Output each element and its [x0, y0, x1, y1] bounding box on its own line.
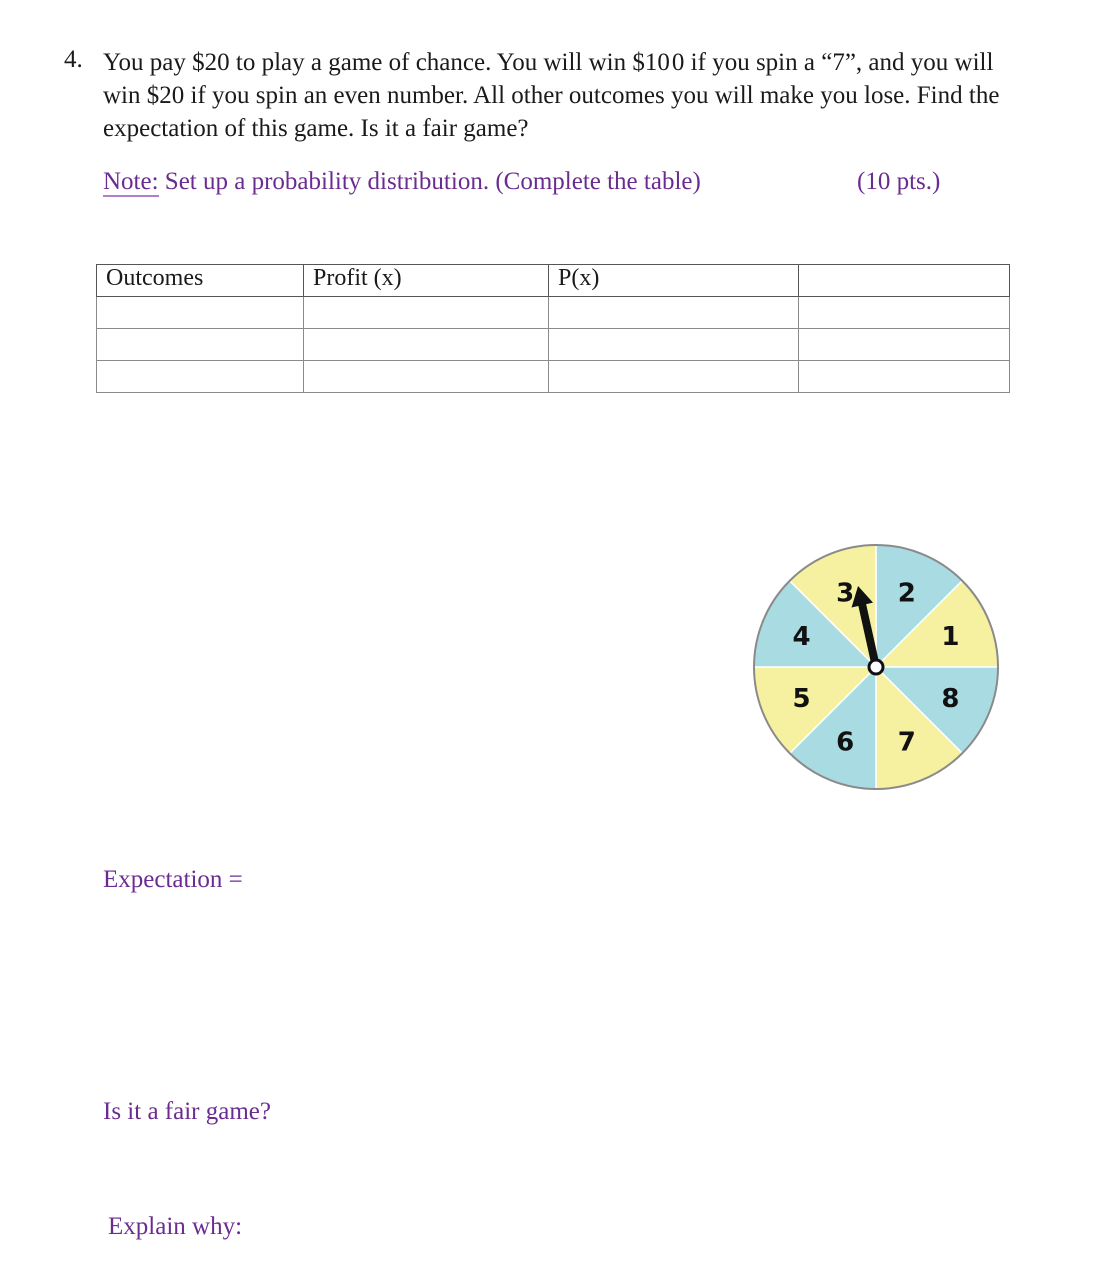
table-row — [97, 361, 1010, 393]
sector-label: 1 — [941, 622, 960, 653]
table-row — [97, 329, 1010, 361]
table-header-row — [97, 265, 1010, 297]
table-cell[interactable] — [304, 361, 549, 393]
table-cell[interactable] — [549, 329, 799, 361]
header-probability: P(x) — [549, 265, 799, 297]
table-cell[interactable] — [97, 297, 304, 329]
question-line: You pay $20 to play a game of chance. You will win $10 0 if you spin a “7”, and you will — [103, 49, 994, 76]
table-row — [97, 297, 1010, 329]
table-cell[interactable] — [799, 297, 1010, 329]
table-cell[interactable] — [799, 361, 1010, 393]
sector-label: 7 — [897, 727, 916, 758]
note-text: Set up a probability distribution. (Complete the table) — [158, 168, 701, 195]
table-cell[interactable] — [304, 297, 549, 329]
fair-game-label: Is it a fair game? — [103, 1098, 271, 1125]
explain-why-label: Explain why: — [108, 1213, 243, 1240]
sector-label: 5 — [792, 683, 811, 714]
sector-label: 6 — [836, 727, 855, 758]
sector-label: 8 — [941, 683, 960, 714]
header-extra — [799, 265, 1010, 297]
spinner-wheel — [740, 538, 1010, 798]
header-outcomes: Outcomes — [97, 265, 304, 297]
spinner-hub — [869, 660, 883, 674]
table-cell[interactable] — [549, 361, 799, 393]
sector-label: 2 — [897, 578, 916, 609]
question-text — [103, 46, 1033, 145]
table-cell[interactable] — [549, 297, 799, 329]
table-cell[interactable] — [799, 329, 1010, 361]
table-cell[interactable] — [97, 329, 304, 361]
sector-label: 3 — [836, 578, 855, 609]
expectation-label: Expectation = — [103, 866, 243, 893]
question-line: expectation of this game. Is it a fair game? — [103, 115, 529, 142]
table-cell[interactable] — [304, 329, 549, 361]
sector-label: 4 — [792, 622, 811, 653]
note — [103, 168, 701, 196]
question-line: win $20 if you spin an even number. All other outcomes you will make you lose. Find the — [103, 82, 1000, 109]
question-number: 4. — [64, 46, 83, 73]
header-profit: Profit (x) — [304, 265, 549, 297]
points-label: (10 pts.) — [857, 168, 941, 195]
note-label: Note: — [103, 168, 159, 195]
table-cell[interactable] — [97, 361, 304, 393]
probability-distribution-table — [96, 264, 1010, 393]
